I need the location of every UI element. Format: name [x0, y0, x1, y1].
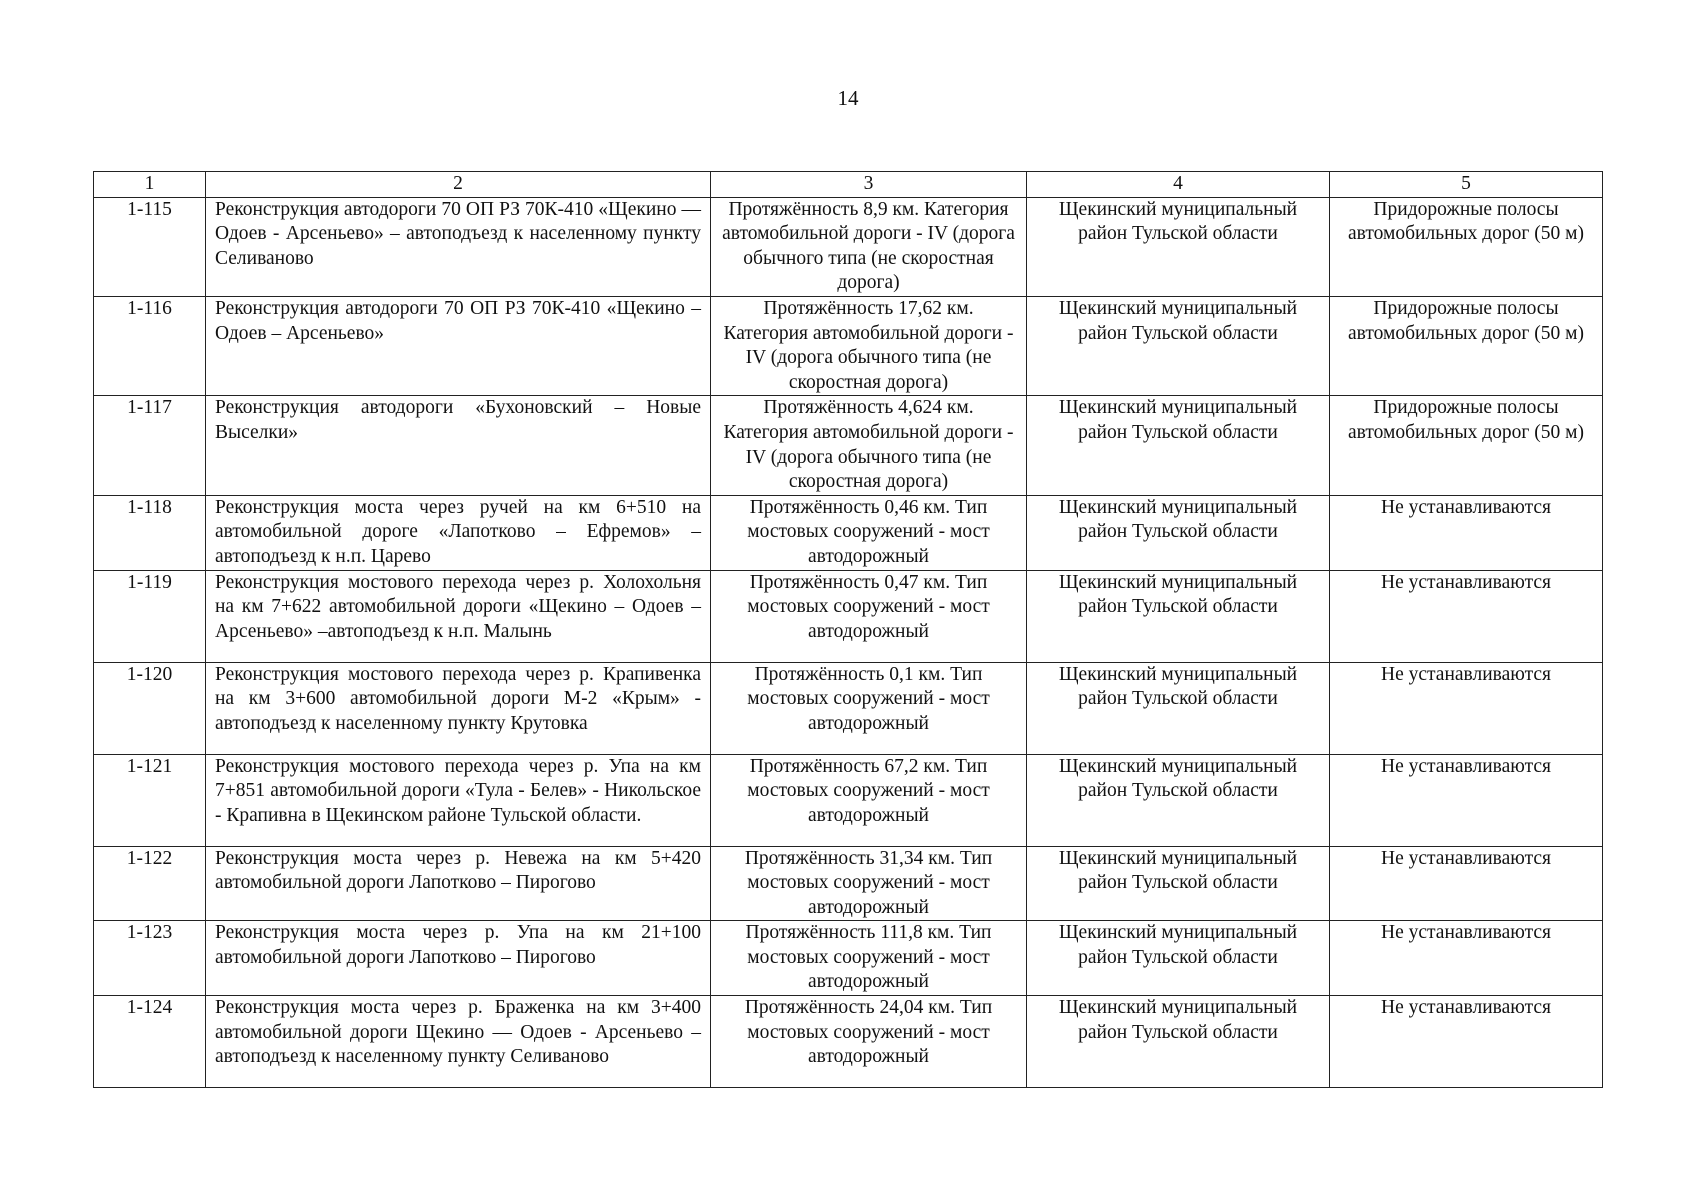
row-number: 1-124: [94, 996, 206, 1088]
object-location: Щекинский муниципальный район Тульской области: [1027, 662, 1330, 754]
row-number: 1-123: [94, 921, 206, 996]
column-header-4: 4: [1027, 172, 1330, 198]
object-location: Щекинский муниципальный район Тульской области: [1027, 495, 1330, 570]
object-location: Щекинский муниципальный район Тульской области: [1027, 197, 1330, 296]
object-name: Реконструкция мостового перехода через р. Упа на км 7+851 автомобильной дороги «Тула - Белев» - Никольское - Крапивна в Щекинском районе Тульской области.: [206, 754, 711, 846]
table-row: [94, 996, 1603, 1088]
column-header-2: 2: [206, 172, 711, 198]
object-name: Реконструкция моста через р. Упа на км 21+100 автомобильной дороги Лапотково – Пирогово: [206, 921, 711, 996]
row-number: 1-116: [94, 296, 206, 395]
table-row: [94, 396, 1603, 495]
object-zone: Придорожные полосы автомобильных дорог (50 м): [1330, 396, 1603, 495]
row-number: 1-119: [94, 570, 206, 662]
object-characteristics: Протяжённость 31,34 км. Тип мостовых сооружений - мост автодорожный: [711, 846, 1027, 921]
object-characteristics: Протяжённость 4,624 км. Категория автомобильной дороги - IV (дорога обычного типа (не скоростная дорога): [711, 396, 1027, 495]
object-name: Реконструкция автодороги «Бухоновский – Новые Выселки»: [206, 396, 711, 495]
object-location: Щекинский муниципальный район Тульской области: [1027, 754, 1330, 846]
object-zone: Придорожные полосы автомобильных дорог (50 м): [1330, 296, 1603, 395]
object-location: Щекинский муниципальный район Тульской области: [1027, 396, 1330, 495]
object-location: Щекинский муниципальный район Тульской области: [1027, 296, 1330, 395]
objects-table: [93, 171, 1603, 1088]
row-number: 1-120: [94, 662, 206, 754]
object-zone: Придорожные полосы автомобильных дорог (50 м): [1330, 197, 1603, 296]
column-header-5: 5: [1330, 172, 1603, 198]
object-characteristics: Протяжённость 8,9 км. Категория автомобильной дороги - IV (дорога обычного типа (не скоростная дорога): [711, 197, 1027, 296]
row-number: 1-118: [94, 495, 206, 570]
object-location: Щекинский муниципальный район Тульской области: [1027, 570, 1330, 662]
object-location: Щекинский муниципальный район Тульской области: [1027, 921, 1330, 996]
table-header-row: [94, 172, 1603, 198]
object-name: Реконструкция автодороги 70 ОП РЗ 70К-410 «Щекино – Одоев – Арсеньево»: [206, 296, 711, 395]
object-characteristics: Протяжённость 24,04 км. Тип мостовых сооружений - мост автодорожный: [711, 996, 1027, 1088]
object-zone: Не устанавливаются: [1330, 846, 1603, 921]
object-characteristics: Протяжённость 17,62 км. Категория автомобильной дороги - IV (дорога обычного типа (не скоростная дорога): [711, 296, 1027, 395]
object-zone: Не устанавливаются: [1330, 570, 1603, 662]
table-row: [94, 495, 1603, 570]
row-number: 1-122: [94, 846, 206, 921]
object-name: Реконструкция мостового перехода через р. Холохольня на км 7+622 автомобильной дороги «Щекино – Одоев – Арсеньево» –автоподъезд к н.п. Малынь: [206, 570, 711, 662]
object-characteristics: Протяжённость 111,8 км. Тип мостовых сооружений - мост автодорожный: [711, 921, 1027, 996]
object-name: Реконструкция моста через р. Браженка на км 3+400 автомобильной дороги Щекино — Одоев - Арсеньево – автоподъезд к населенному пункту Селиваново: [206, 996, 711, 1088]
object-zone: Не устанавливаются: [1330, 495, 1603, 570]
object-name: Реконструкция моста через ручей на км 6+510 на автомобильной дороге «Лапотково – Ефремов» – автоподъезд к н.п. Царево: [206, 495, 711, 570]
object-characteristics: Протяжённость 0,1 км. Тип мостовых сооружений - мост автодорожный: [711, 662, 1027, 754]
object-name: Реконструкция автодороги 70 ОП РЗ 70К-410 «Щекино — Одоев - Арсеньево» – автоподъезд к населенному пункту Селиваново: [206, 197, 711, 296]
table-row: [94, 921, 1603, 996]
object-characteristics: Протяжённость 0,47 км. Тип мостовых сооружений - мост автодорожный: [711, 570, 1027, 662]
table-row: [94, 846, 1603, 921]
table-row: [94, 754, 1603, 846]
object-zone: Не устанавливаются: [1330, 662, 1603, 754]
row-number: 1-117: [94, 396, 206, 495]
table-row: [94, 296, 1603, 395]
object-name: Реконструкция моста через р. Невежа на км 5+420 автомобильной дороги Лапотково – Пирогово: [206, 846, 711, 921]
table-row: [94, 570, 1603, 662]
object-zone: Не устанавливаются: [1330, 921, 1603, 996]
row-number: 1-115: [94, 197, 206, 296]
object-characteristics: Протяжённость 67,2 км. Тип мостовых сооружений - мост автодорожный: [711, 754, 1027, 846]
row-number: 1-121: [94, 754, 206, 846]
object-zone: Не устанавливаются: [1330, 754, 1603, 846]
table-row: [94, 197, 1603, 296]
table-row: [94, 662, 1603, 754]
column-header-3: 3: [711, 172, 1027, 198]
object-location: Щекинский муниципальный район Тульской области: [1027, 996, 1330, 1088]
object-name: Реконструкция мостового перехода через р. Крапивенка на км 3+600 автомобильной дороги М-2 «Крым» - автоподъезд к населенному пункту Крутовка: [206, 662, 711, 754]
object-characteristics: Протяжённость 0,46 км. Тип мостовых сооружений - мост автодорожный: [711, 495, 1027, 570]
object-location: Щекинский муниципальный район Тульской области: [1027, 846, 1330, 921]
object-zone: Не устанавливаются: [1330, 996, 1603, 1088]
column-header-1: 1: [94, 172, 206, 198]
page-number: 14: [837, 86, 859, 110]
